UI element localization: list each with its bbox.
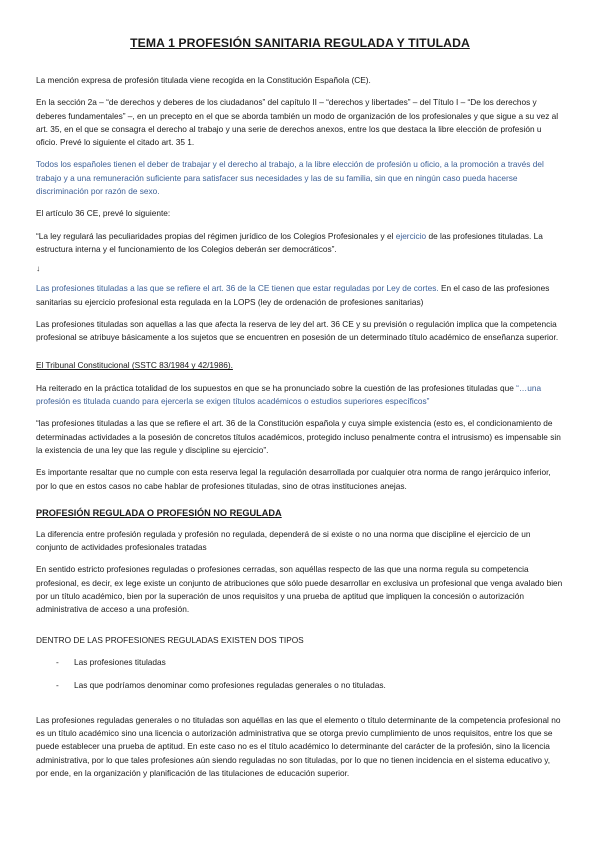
document-page [36,36,564,789]
types-heading: DENTRO DE LAS PROFESIONES REGULADAS EXISTEN DOS TIPOS [36,634,304,645]
paragraph-profesiones-tituladas: Las profesiones tituladas son aquellas a las que afecta la reserva de ley del art. 36 CE y su previsión o regulación implica que la competencia profesional se atribuye básicamente a los sujetos que se encuentren en posesión de un determinado título académico de enseñanza superior. [36,318,559,343]
art36-quote-part1: “La ley regulará las peculiaridades propias del régimen jurídico de los Colegios Profesionales y el [36,230,396,241]
list-item: - Las que podríamos denominar como profesiones reguladas generales o no tituladas. [36,679,564,692]
paragraph-art36-intro: El artículo 36 CE, prevé lo siguiente: [36,208,171,219]
tribunal-quote: “…una profesión es titulada cuando para ejercerla se exigen títulos académicos o estudios superiores específicos” [36,382,542,407]
ley-cortes-rest: En el caso de las profesiones sanitarias su ejercicio profesional esta regulada en la LOPS (ley de ordenación de profesiones sanitarias) [36,283,550,307]
paragraph-intro: La mención expresa de profesión titulada viene recogida en la Constitución Española (CE). [36,75,371,85]
types-list [36,656,564,692]
paragraph-art35-quote: Todos los españoles tienen el deber de trabajar y el derecho al trabajo, a la libre elección de profesión u oficio, a la promoción a través del trabajo y a una remuneración suficiente para satisfacer sus necesidades y las de su familia, sin que en ningún caso pueda hacerse discriminación por razón de sexo. [36,159,544,197]
art36-quote-highlight: ejercicio [395,230,427,241]
paragraph-tribunal [36,382,564,409]
paragraph-mark-icon: ↓ [36,263,41,274]
paragraph-diferencia: La diferencia entre profesión regulada y profesión no regulada, dependerá de si existe o no una norma que discipline el ejercicio de un conjunto de actividades profesionales tratadas [36,528,531,553]
paragraph-sentido-estricto: En sentido estricto profesiones reguladas o profesiones cerradas, son aquéllas respecto de las que una norma regula su competencia profesional, es decir, ex lege existe un conjunto de atribuciones que sólo puede desarrollar en exclusiva un profesional que venga avalado bien por un título académico, bien por la superación de unos requisitos y una prueba de aptitud que impliquen la concesión o autorización administrativa de acceso a una profesión. [36,564,563,615]
tribunal-heading: El Tribunal Constitucional (SSTC 83/1984 y 42/1986). [36,360,233,371]
ley-cortes-highlight: Las profesiones tituladas a las que se refiere el art. 36 de la CE tienen que estar reguladas por Ley de cortes. [36,283,439,294]
paragraph-art36-quote [36,230,564,257]
document-title: TEMA 1 PROFESIÓN SANITARIA REGULADA Y TITULADA [130,36,470,50]
paragraph-section-2a: En la sección 2a – “de derechos y deberes de los ciudadanos” del capítulo II – “derechos y libertades” – del Título I – “De los derechos y deberes fundamentales” –, en un precepto en el que se aborda también un modo de organización de los profesionales y que sigue a su vez al art. 35, en el que se consagra el derecho al trabajo y una serie de derechos anexos, entre los que destaca la libre elección de profesión u oficio. Prevé lo siguiente el citado art. 35 1. [36,97,559,148]
paragraph-no-tituladas: Las profesiones reguladas generales o no tituladas son aquéllas en las que el elemento o título determinante de la competencia profesional no es un título académico sino una licencia o autorización administrativa que se otorga previo cumplimiento de unos requisitos, entre los que se puede establecer una prueba de aptitud. En este caso no es el título académico lo determinante del carácter de la profesión, sino la licencia administrativa, por lo que tales profesiones aún siendo reguladas no son tituladas, por lo que no tienen incidencia en el sistema educativo y, por ende, en la organización y planificación de las titulaciones de educación superior. [36,714,561,778]
art36-quote-part2: de las profesiones tituladas. La estructura interna y el funcionamiento de los Colegios deberán ser democráticos”. [36,230,543,254]
tribunal-text: Ha reiterado en la práctica totalidad de los supuestos en que se ha pronunciado sobre la cuestión de las profesiones tituladas que [36,382,517,393]
paragraph-tribunal-quote: “las profesiones tituladas a las que se refiere el art. 36 de la Constitución española y cuya simple existencia (esto es, el condicionamiento de determinadas actividades a la posesión de concretos títulos académicos, protegido incluso penalmente contra el intrusismo) es impensable sin la existencia de una ley que las regule y discipline su ejercicio”. [36,418,561,455]
paragraph-ley-cortes [36,282,564,309]
section-heading-regulada: PROFESIÓN REGULADA O PROFESIÓN NO REGULADA [36,507,282,518]
paragraph-reserva-legal: Es importante resaltar que no cumple con esta reserva legal la regulación desarrollada por cualquier otra norma de rango jerárquico inferior, por lo que en estos casos no cabe hablar de profesiones tituladas, sino de otras instituciones anejas. [36,467,551,491]
list-item: - Las profesiones tituladas [36,656,564,669]
